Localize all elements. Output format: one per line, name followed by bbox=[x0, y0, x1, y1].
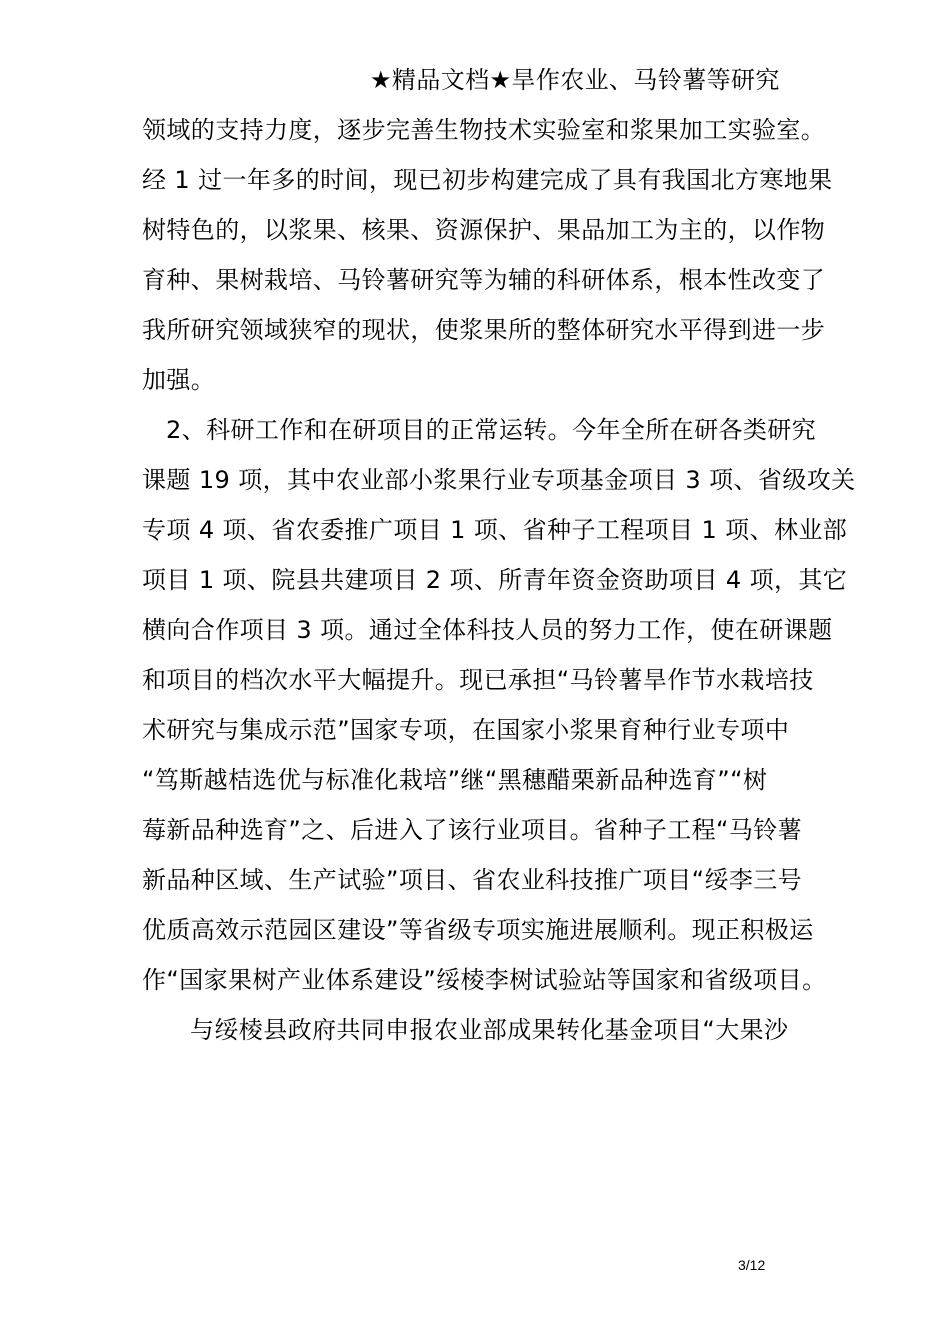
paragraph-start-line: 与绥棱县政府共同申报农业部成果转化基金项目“大果沙 bbox=[190, 1016, 789, 1044]
body-line: 加强。 bbox=[142, 366, 216, 394]
body-line: 莓新品种选育”之、后进入了该行业项目。省种子工程“马铃薯 bbox=[142, 816, 803, 844]
header-line: ★精品文档★旱作农业、马铃薯等研究 bbox=[370, 66, 780, 94]
body-line: 育种、果树栽培、马铃薯研究等为辅的科研体系，根本性改变了 bbox=[142, 266, 826, 294]
body-line: 横向合作项目 3 项。通过全体科技人员的努力工作，使在研课题 bbox=[142, 616, 833, 644]
body-line: 课题 19 项，其中农业部小浆果行业专项基金项目 3 项、省级攻关 bbox=[142, 466, 856, 494]
body-line: 新品种区域、生产试验”项目、省农业科技推广项目“绥李三号 bbox=[142, 866, 803, 894]
body-line: 经 1 过一年多的时间，现已初步构建完成了具有我国北方寒地果 bbox=[142, 166, 833, 194]
body-line: 我所研究领域狭窄的现状，使浆果所的整体研究水平得到进一步 bbox=[142, 316, 826, 344]
body-line: 领域的支持力度，逐步完善生物技术实验室和浆果加工实验室。 bbox=[142, 116, 826, 144]
body-line: 作“国家果树产业体系建设”绥棱李树试验站等国家和省级项目。 bbox=[142, 966, 827, 994]
paragraph-start-line: 2、科研工作和在研项目的正常运转。今年全所在研各类研究 bbox=[166, 416, 817, 444]
page-number: 3/12 bbox=[738, 1257, 766, 1273]
body-line: 术研究与集成示范”国家专项，在国家小浆果育种行业专项中 bbox=[142, 716, 790, 744]
body-line: “笃斯越桔选优与标准化栽培”继“黑穗醋栗新品种选育”“树 bbox=[142, 766, 768, 794]
body-line: 树特色的，以浆果、核果、资源保护、果品加工为主的，以作物 bbox=[142, 216, 826, 244]
body-line: 优质高效示范园区建设”等省级专项实施进展顺利。现正积极运 bbox=[142, 916, 814, 944]
body-line: 专项 4 项、省农委推广项目 1 项、省种子工程项目 1 项、林业部 bbox=[142, 516, 848, 544]
body-line: 和项目的档次水平大幅提升。现已承担“马铃薯旱作节水栽培技 bbox=[142, 666, 814, 694]
body-line: 项目 1 项、院县共建项目 2 项、所青年资金资助项目 4 项，其它 bbox=[142, 566, 848, 594]
